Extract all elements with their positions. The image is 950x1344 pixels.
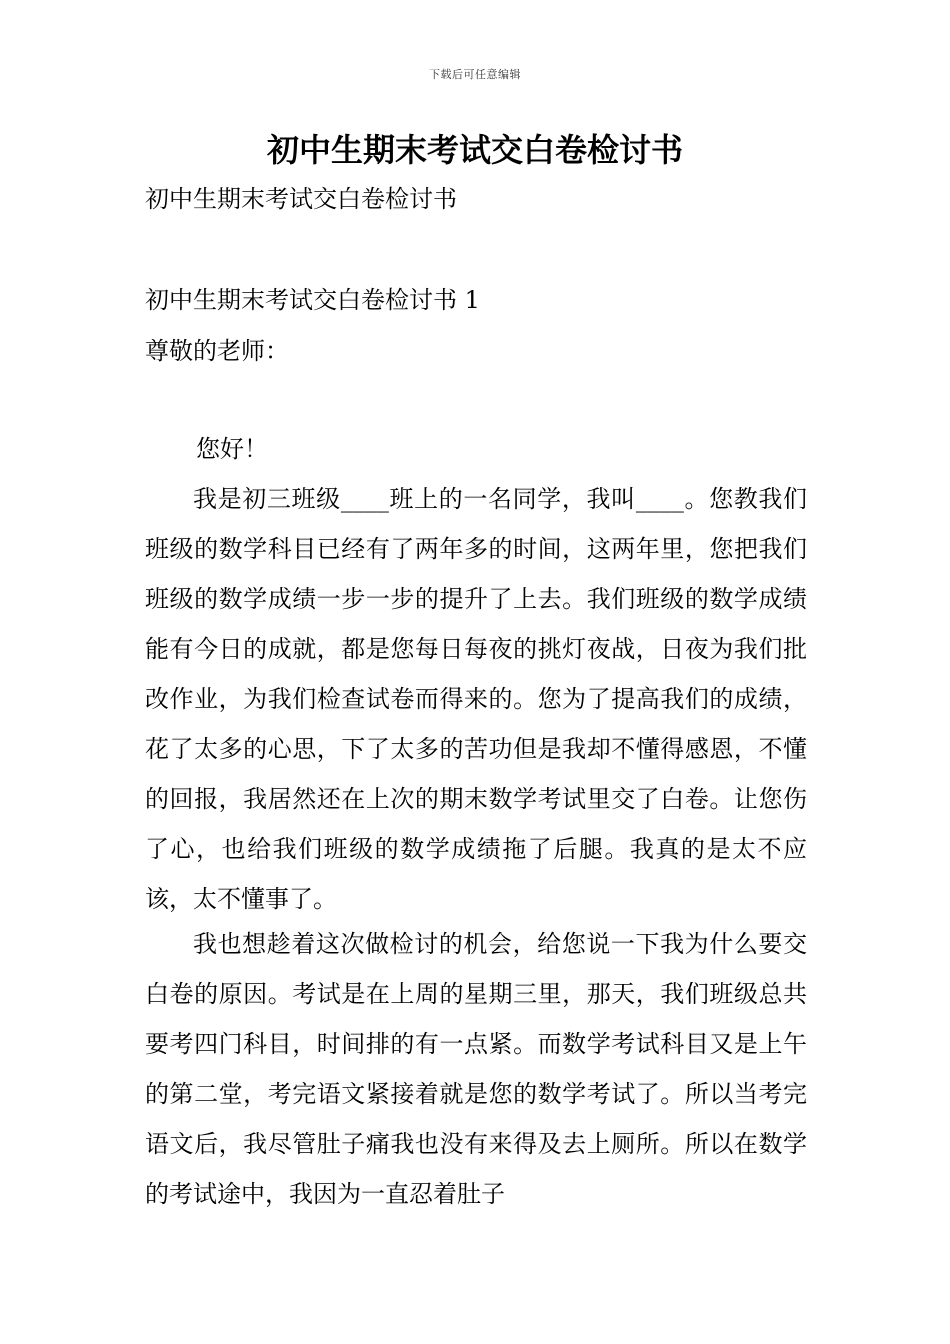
body-paragraph-1: 我是初三班级____班上的一名同学，我叫____。您教我们班级的数学科目已经有了两年多的时间，这两年里，您把我们班级的数学成绩一步一步的提升了上去。我们班级的数学成绩能有今日的成就，都是您每日每夜的挑灯夜战，日夜为我们批改作业，为我们检查试卷而得来的。您为了提高我们的成绩，花了太多的心思，下了太多的苦功但是我却不懂得感恩，不懂的回报，我居然还在上次的期末数学考试里交了白卷。让您伤了心，也给我们班级的数学成绩拖了后腿。我真的是太不应该，太不懂事了。 xyxy=(145,485,807,913)
section-heading: 初中生期末考试交白卷检讨书 1 xyxy=(145,286,480,314)
header-note: 下载后可任意编辑 xyxy=(429,68,521,81)
salutation: 尊敬的老师： xyxy=(145,337,289,365)
document-subtitle: 初中生期末考试交白卷检讨书 xyxy=(145,185,457,213)
greeting: 您好！ xyxy=(196,435,268,463)
body-paragraph-2: 我也想趁着这次做检讨的机会，给您说一下我为什么要交白卷的原因。考试是在上周的星期三里，那天，我们班级总共要考四门科目，时间排的有一点紧。而数学考试科目又是上午的第二堂，考完语文紧接着就是您的数学考试了。所以当考完语文后，我尽管肚子痛我也没有来得及去上厕所。所以在数学的考试途中，我因为一直忍着肚子 xyxy=(145,930,807,1208)
document-title: 初中生期末考试交白卷检讨书 xyxy=(266,131,683,169)
